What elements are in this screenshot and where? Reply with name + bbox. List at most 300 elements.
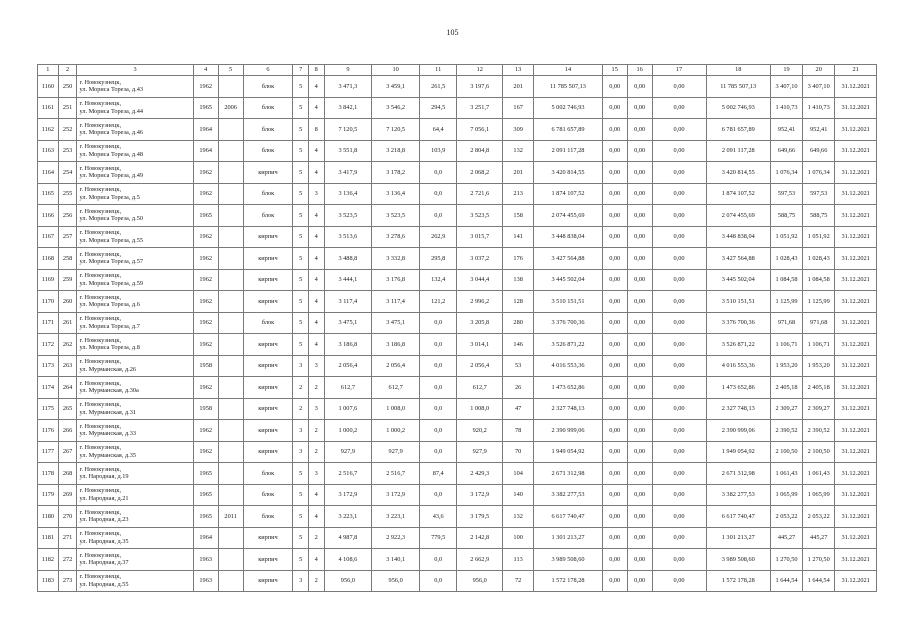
address-city: г. Новокузнецк, — [79, 293, 122, 301]
table-cell-c5 — [218, 312, 243, 334]
table-cell-c4: 1964 — [193, 140, 218, 162]
table-cell-c12: 3 251,7 — [457, 97, 503, 119]
table-cell-c14: 2 091 117,28 — [534, 140, 603, 162]
table-cell-c7: 5 — [293, 119, 309, 141]
table-cell-c5 — [218, 570, 243, 592]
address-city: г. Новокузнецк, — [79, 573, 122, 581]
address-city: г. Новокузнецк, — [79, 272, 122, 280]
table-cell-c13: 70 — [503, 441, 534, 463]
table-cell-c18: 2 327 748,13 — [706, 398, 770, 420]
table-cell-c10: 3 117,4 — [372, 291, 420, 313]
table-cell-c12: 3 197,6 — [457, 76, 503, 98]
table-cell-c13: 167 — [503, 97, 534, 119]
table-cell-c2: 267 — [58, 441, 77, 463]
table-cell-c18: 1 301 213,27 — [706, 527, 770, 549]
table-cell-c9: 927,9 — [324, 441, 372, 463]
column-header: 4 — [193, 65, 218, 76]
table-cell-c18: 3 420 814,55 — [706, 162, 770, 184]
table-cell-c16: 0,00 — [627, 140, 652, 162]
address-cell — [77, 506, 193, 528]
table-cell-c14: 3 382 277,53 — [534, 484, 603, 506]
table-cell-c7: 5 — [293, 226, 309, 248]
table-cell-c8: 2 — [308, 570, 324, 592]
table-cell-c14: 2 671 312,98 — [534, 463, 603, 485]
table-cell-c11: 0,0 — [420, 183, 457, 205]
table-cell-c9: 3 223,1 — [324, 506, 372, 528]
address-cell — [77, 484, 193, 506]
table-cell-c11: 103,9 — [420, 140, 457, 162]
table-cell-c20: 2 390,52 — [803, 420, 835, 442]
table-cell-c14: 1 301 213,27 — [534, 527, 603, 549]
table-cell-c11: 295,8 — [420, 248, 457, 270]
table-cell-c5 — [218, 484, 243, 506]
address-street: ул. Мурманская, д.33 — [79, 430, 137, 438]
table-cell-c11: 0,0 — [420, 570, 457, 592]
table-cell-c1: 1173 — [38, 355, 59, 377]
table-cell-c6: кирпич — [243, 269, 293, 291]
table-cell-c2: 268 — [58, 463, 77, 485]
table-cell-c20: 2 053,22 — [803, 506, 835, 528]
table-cell-c11: 294,5 — [420, 97, 457, 119]
address-street: ул. Мориса Тореза, д.55 — [79, 236, 144, 244]
address-city: г. Новокузнецк, — [79, 508, 122, 516]
address-cell — [77, 248, 193, 270]
table-row — [38, 398, 877, 420]
table-cell-c10: 3 178,2 — [372, 162, 420, 184]
table-cell-c8: 4 — [308, 269, 324, 291]
table-cell-c7: 5 — [293, 248, 309, 270]
table-cell-c10: 3 475,1 — [372, 312, 420, 334]
table-cell-c13: 132 — [503, 506, 534, 528]
table-cell-c7: 5 — [293, 291, 309, 313]
table-cell-c8: 4 — [308, 549, 324, 571]
table-cell-c13: 201 — [503, 76, 534, 98]
table-cell-c12: 3 172,9 — [457, 484, 503, 506]
table-cell-c6: кирпич — [243, 334, 293, 356]
table-cell-c4: 1958 — [193, 398, 218, 420]
column-header: 21 — [835, 65, 877, 76]
page-number: 105 — [446, 28, 459, 37]
table-row — [38, 549, 877, 571]
table-cell-c7: 5 — [293, 76, 309, 98]
table-cell-c2: 250 — [58, 76, 77, 98]
table-cell-c10: 3 223,1 — [372, 506, 420, 528]
table-cell-c14: 4 016 553,36 — [534, 355, 603, 377]
table-cell-c9: 3 186,8 — [324, 334, 372, 356]
table-cell-c8: 4 — [308, 506, 324, 528]
table-cell-c19: 971,68 — [770, 312, 802, 334]
table-cell-c11: 0,0 — [420, 484, 457, 506]
table-cell-c21: 31.12.2021 — [835, 398, 877, 420]
table-cell-c8: 2 — [308, 377, 324, 399]
address-city: г. Новокузнецк, — [79, 121, 122, 129]
table-cell-c9: 7 120,5 — [324, 119, 372, 141]
table-cell-c17: 0,00 — [652, 355, 706, 377]
table-cell-c9: 2 516,7 — [324, 463, 372, 485]
table-cell-c16: 0,00 — [627, 76, 652, 98]
table-cell-c20: 1 410,73 — [803, 97, 835, 119]
column-header: 13 — [503, 65, 534, 76]
table-cell-c19: 1 106,71 — [770, 334, 802, 356]
table-cell-c11: 0,0 — [420, 355, 457, 377]
table-cell-c10: 3 278,6 — [372, 226, 420, 248]
table-cell-c15: 0,00 — [602, 377, 627, 399]
table-cell-c5 — [218, 248, 243, 270]
address-street: ул. Народная, д.21 — [79, 494, 129, 502]
address-street: ул. Мориса Тореза, д.46 — [79, 129, 144, 137]
table-cell-c17: 0,00 — [652, 205, 706, 227]
table-cell-c6: кирпич — [243, 248, 293, 270]
table-cell-c2: 273 — [58, 570, 77, 592]
table-cell-c20: 952,41 — [803, 119, 835, 141]
table-cell-c4: 1962 — [193, 76, 218, 98]
table-cell-c11: 0,0 — [420, 420, 457, 442]
table-cell-c16: 0,00 — [627, 506, 652, 528]
table-cell-c7: 5 — [293, 334, 309, 356]
table-cell-c19: 1 084,58 — [770, 269, 802, 291]
table-cell-c15: 0,00 — [602, 248, 627, 270]
table-cell-c12: 2 721,6 — [457, 183, 503, 205]
table-cell-c9: 3 136,4 — [324, 183, 372, 205]
table-cell-c14: 3 445 502,04 — [534, 269, 603, 291]
table-cell-c9: 3 475,1 — [324, 312, 372, 334]
table-cell-c2: 261 — [58, 312, 77, 334]
table-cell-c16: 0,00 — [627, 570, 652, 592]
table-cell-c17: 0,00 — [652, 484, 706, 506]
table-cell-c7: 3 — [293, 441, 309, 463]
table-cell-c4: 1962 — [193, 226, 218, 248]
table-cell-c4: 1962 — [193, 420, 218, 442]
table-cell-c12: 920,2 — [457, 420, 503, 442]
table-row — [38, 527, 877, 549]
table-cell-c8: 3 — [308, 355, 324, 377]
table-cell-c2: 263 — [58, 355, 77, 377]
table-cell-c11: 0,0 — [420, 312, 457, 334]
table-cell-c18: 2 091 117,28 — [706, 140, 770, 162]
table-cell-c12: 1 008,0 — [457, 398, 503, 420]
table-cell-c10: 1 000,2 — [372, 420, 420, 442]
table-cell-c12: 2 142,8 — [457, 527, 503, 549]
table-cell-c6: кирпич — [243, 570, 293, 592]
table-row — [38, 248, 877, 270]
table-cell-c13: 140 — [503, 484, 534, 506]
table-cell-c21: 31.12.2021 — [835, 463, 877, 485]
table-cell-c20: 1 106,71 — [803, 334, 835, 356]
table-cell-c10: 3 546,2 — [372, 97, 420, 119]
table-cell-c8: 4 — [308, 334, 324, 356]
address-cell — [77, 377, 193, 399]
column-header: 19 — [770, 65, 802, 76]
table-cell-c8: 4 — [308, 248, 324, 270]
address-cell — [77, 97, 193, 119]
table-row — [38, 420, 877, 442]
table-cell-c10: 3 176,8 — [372, 269, 420, 291]
table-cell-c1: 1182 — [38, 549, 59, 571]
table-cell-c9: 3 488,8 — [324, 248, 372, 270]
address-street: ул. Мориса Тореза, д.43 — [79, 86, 144, 94]
table-row — [38, 269, 877, 291]
table-cell-c14: 3 989 508,60 — [534, 549, 603, 571]
table-cell-c15: 0,00 — [602, 549, 627, 571]
address-cell — [77, 398, 193, 420]
address-city: г. Новокузнецк, — [79, 186, 122, 194]
table-cell-c11: 261,5 — [420, 76, 457, 98]
table-cell-c19: 1 644,54 — [770, 570, 802, 592]
table-cell-c18: 3 445 502,04 — [706, 269, 770, 291]
table-cell-c1: 1177 — [38, 441, 59, 463]
table-cell-c17: 0,00 — [652, 183, 706, 205]
table-row — [38, 226, 877, 248]
table-cell-c12: 7 056,1 — [457, 119, 503, 141]
table-cell-c20: 2 405,18 — [803, 377, 835, 399]
table-cell-c16: 0,00 — [627, 183, 652, 205]
table-cell-c17: 0,00 — [652, 76, 706, 98]
table-cell-c12: 2 662,9 — [457, 549, 503, 571]
table-cell-c5 — [218, 549, 243, 571]
table-cell-c19: 3 407,10 — [770, 76, 802, 98]
table-cell-c20: 1 125,99 — [803, 291, 835, 313]
table-cell-c1: 1164 — [38, 162, 59, 184]
column-header: 11 — [420, 65, 457, 76]
table-cell-c10: 927,9 — [372, 441, 420, 463]
table-cell-c5 — [218, 119, 243, 141]
table-cell-c9: 3 117,4 — [324, 291, 372, 313]
table-cell-c12: 3 015,7 — [457, 226, 503, 248]
table-cell-c14: 1 572 178,28 — [534, 570, 603, 592]
table-cell-c5 — [218, 162, 243, 184]
table-cell-c21: 31.12.2021 — [835, 226, 877, 248]
table-cell-c5 — [218, 377, 243, 399]
table-cell-c21: 31.12.2021 — [835, 248, 877, 270]
address-street: ул. Мориса Тореза, д.44 — [79, 107, 144, 115]
table-cell-c7: 2 — [293, 398, 309, 420]
table-row — [38, 140, 877, 162]
table-row — [38, 484, 877, 506]
table-cell-c9: 4 108,6 — [324, 549, 372, 571]
table-cell-c9: 3 417,9 — [324, 162, 372, 184]
table-cell-c2: 253 — [58, 140, 77, 162]
table-cell-c5 — [218, 355, 243, 377]
table-cell-c13: 78 — [503, 420, 534, 442]
address-city: г. Новокузнецк, — [79, 551, 122, 559]
table-cell-c17: 0,00 — [652, 269, 706, 291]
table-cell-c18: 11 785 507,13 — [706, 76, 770, 98]
table-cell-c8: 4 — [308, 76, 324, 98]
address-cell — [77, 140, 193, 162]
address-street: ул. Мориса Тореза, д.6 — [79, 301, 140, 309]
column-header: 18 — [706, 65, 770, 76]
address-street: ул. Мориса Тореза, д.8 — [79, 344, 140, 352]
table-cell-c19: 2 053,22 — [770, 506, 802, 528]
column-header: 12 — [457, 65, 503, 76]
table-cell-c6: кирпич — [243, 441, 293, 463]
address-cell — [77, 570, 193, 592]
table-cell-c9: 612,7 — [324, 377, 372, 399]
table-cell-c12: 956,0 — [457, 570, 503, 592]
table-cell-c12: 2 804,8 — [457, 140, 503, 162]
table-cell-c15: 0,00 — [602, 269, 627, 291]
table-cell-c19: 649,66 — [770, 140, 802, 162]
table-cell-c9: 3 471,3 — [324, 76, 372, 98]
table-cell-c20: 1 270,50 — [803, 549, 835, 571]
table-cell-c7: 5 — [293, 527, 309, 549]
table-cell-c7: 5 — [293, 140, 309, 162]
table-cell-c8: 4 — [308, 226, 324, 248]
table-cell-c11: 87,4 — [420, 463, 457, 485]
table-cell-c12: 927,9 — [457, 441, 503, 463]
table-cell-c2: 271 — [58, 527, 77, 549]
table-cell-c18: 5 002 746,93 — [706, 97, 770, 119]
table-cell-c18: 1 949 054,92 — [706, 441, 770, 463]
table-cell-c18: 1 473 652,86 — [706, 377, 770, 399]
table-cell-c20: 649,66 — [803, 140, 835, 162]
table-cell-c4: 1964 — [193, 119, 218, 141]
address-city: г. Новокузнецк, — [79, 250, 122, 258]
table-cell-c1: 1169 — [38, 269, 59, 291]
table-row — [38, 162, 877, 184]
table-cell-c6: кирпич — [243, 420, 293, 442]
table-cell-c4: 1962 — [193, 291, 218, 313]
table-cell-c9: 4 987,8 — [324, 527, 372, 549]
table-cell-c16: 0,00 — [627, 162, 652, 184]
table-cell-c14: 1 473 652,86 — [534, 377, 603, 399]
table-cell-c7: 5 — [293, 205, 309, 227]
table-cell-c14: 2 074 455,69 — [534, 205, 603, 227]
table-cell-c13: 47 — [503, 398, 534, 420]
table-cell-c11: 779,5 — [420, 527, 457, 549]
table-cell-c11: 64,4 — [420, 119, 457, 141]
table-cell-c17: 0,00 — [652, 570, 706, 592]
table-row — [38, 291, 877, 313]
table-cell-c14: 5 002 746,93 — [534, 97, 603, 119]
table-cell-c4: 1965 — [193, 205, 218, 227]
register-table — [37, 64, 877, 592]
table-cell-c11: 0,0 — [420, 205, 457, 227]
table-cell-c16: 0,00 — [627, 226, 652, 248]
table-cell-c1: 1183 — [38, 570, 59, 592]
table-cell-c11: 0,0 — [420, 441, 457, 463]
table-cell-c21: 31.12.2021 — [835, 183, 877, 205]
table-cell-c20: 588,75 — [803, 205, 835, 227]
table-cell-c10: 956,0 — [372, 570, 420, 592]
table-row — [38, 183, 877, 205]
table-cell-c7: 5 — [293, 183, 309, 205]
address-cell — [77, 162, 193, 184]
column-header: 7 — [293, 65, 309, 76]
address-cell — [77, 355, 193, 377]
table-cell-c9: 3 172,9 — [324, 484, 372, 506]
table-cell-c5 — [218, 205, 243, 227]
table-cell-c16: 0,00 — [627, 248, 652, 270]
table-row — [38, 205, 877, 227]
table-cell-c16: 0,00 — [627, 205, 652, 227]
table-cell-c17: 0,00 — [652, 398, 706, 420]
table-cell-c20: 1 028,43 — [803, 248, 835, 270]
table-cell-c13: 158 — [503, 205, 534, 227]
table-cell-c8: 4 — [308, 484, 324, 506]
table-cell-c5 — [218, 140, 243, 162]
table-cell-c14: 3 427 564,88 — [534, 248, 603, 270]
table-cell-c21: 31.12.2021 — [835, 205, 877, 227]
table-cell-c16: 0,00 — [627, 549, 652, 571]
table-cell-c4: 1964 — [193, 527, 218, 549]
table-cell-c21: 31.12.2021 — [835, 549, 877, 571]
table-cell-c16: 0,00 — [627, 291, 652, 313]
table-cell-c2: 266 — [58, 420, 77, 442]
table-cell-c19: 1 125,99 — [770, 291, 802, 313]
table-cell-c21: 31.12.2021 — [835, 441, 877, 463]
table-cell-c14: 3 510 151,51 — [534, 291, 603, 313]
table-cell-c5 — [218, 76, 243, 98]
table-cell-c13: 53 — [503, 355, 534, 377]
table-cell-c21: 31.12.2021 — [835, 570, 877, 592]
table-cell-c9: 3 551,8 — [324, 140, 372, 162]
table-cell-c2: 251 — [58, 97, 77, 119]
address-cell — [77, 441, 193, 463]
address-city: г. Новокузнецк, — [79, 315, 122, 323]
table-cell-c20: 1 051,92 — [803, 226, 835, 248]
table-cell-c6: кирпич — [243, 162, 293, 184]
column-header: 5 — [218, 65, 243, 76]
table-cell-c14: 3 420 814,55 — [534, 162, 603, 184]
address-cell — [77, 291, 193, 313]
table-cell-c5 — [218, 398, 243, 420]
table-cell-c21: 31.12.2021 — [835, 355, 877, 377]
table-cell-c17: 0,00 — [652, 97, 706, 119]
table-cell-c15: 0,00 — [602, 506, 627, 528]
table-cell-c4: 1962 — [193, 441, 218, 463]
table-cell-c19: 2 100,50 — [770, 441, 802, 463]
table-cell-c20: 1 644,54 — [803, 570, 835, 592]
table-cell-c12: 3 037,2 — [457, 248, 503, 270]
table-cell-c8: 4 — [308, 205, 324, 227]
table-cell-c13: 72 — [503, 570, 534, 592]
table-cell-c14: 2 390 999,06 — [534, 420, 603, 442]
address-street: ул. Народная, д.55 — [79, 580, 129, 588]
table-cell-c6: блок — [243, 484, 293, 506]
table-cell-c15: 0,00 — [602, 420, 627, 442]
table-cell-c17: 0,00 — [652, 506, 706, 528]
table-cell-c18: 6 781 657,89 — [706, 119, 770, 141]
address-city: г. Новокузнецк, — [79, 465, 122, 473]
table-row — [38, 97, 877, 119]
address-city: г. Новокузнецк, — [79, 229, 122, 237]
table-row — [38, 119, 877, 141]
table-cell-c21: 31.12.2021 — [835, 377, 877, 399]
table-cell-c16: 0,00 — [627, 377, 652, 399]
table-cell-c13: 104 — [503, 463, 534, 485]
table-cell-c5 — [218, 334, 243, 356]
address-street: ул. Народная, д.35 — [79, 537, 129, 545]
table-cell-c6: кирпич — [243, 355, 293, 377]
table-cell-c18: 6 617 740,47 — [706, 506, 770, 528]
column-header: 15 — [602, 65, 627, 76]
column-header: 14 — [534, 65, 603, 76]
table-cell-c7: 3 — [293, 355, 309, 377]
table-cell-c6: блок — [243, 76, 293, 98]
address-street: ул. Народная, д.19 — [79, 473, 129, 481]
address-city: г. Новокузнецк, — [79, 164, 122, 172]
table-cell-c8: 2 — [308, 441, 324, 463]
table-cell-c1: 1181 — [38, 527, 59, 549]
table-cell-c17: 0,00 — [652, 441, 706, 463]
address-street: ул. Мориса Тореза, д.49 — [79, 172, 144, 180]
table-cell-c9: 3 523,5 — [324, 205, 372, 227]
table-cell-c14: 6 781 657,89 — [534, 119, 603, 141]
table-cell-c9: 1 007,6 — [324, 398, 372, 420]
table-cell-c18: 2 671 312,98 — [706, 463, 770, 485]
table-cell-c8: 2 — [308, 527, 324, 549]
